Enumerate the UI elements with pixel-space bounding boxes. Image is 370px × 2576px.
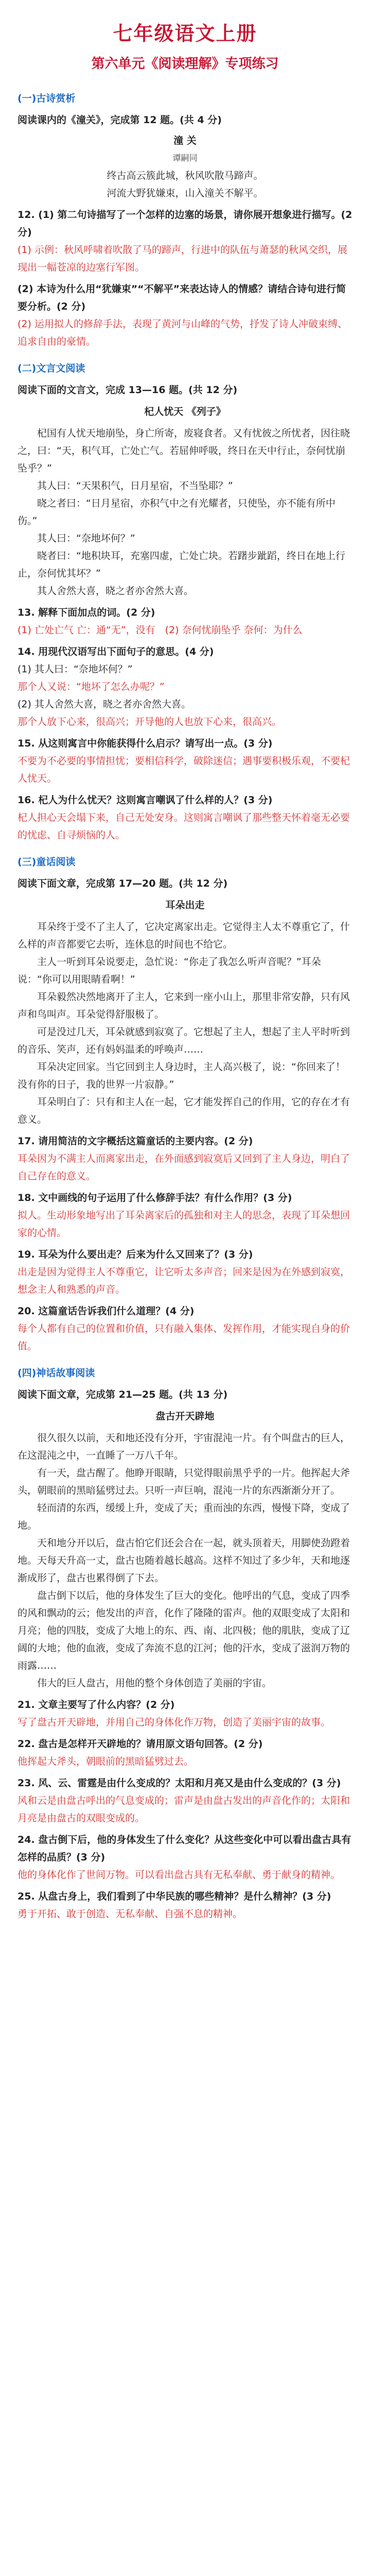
section-heading: (四)神话故事阅读: [17, 1367, 95, 1379]
question-text: 13. 解释下面加点的词。(2 分): [17, 607, 155, 618]
answer-text: 那个人放下心来，很高兴；开导他的人也放下心来，很高兴。: [17, 716, 282, 727]
question-text: 25. 从盘古身上，我们看到了中华民族的哪些精神？是什么精神？(3 分): [17, 1891, 331, 1902]
question-text: 16. 杞人为什么忧天？这则寓言嘲讽了什么样的人？(3 分): [17, 794, 273, 806]
answer-text: 出走是因为觉得主人不尊重它，让它听太多声音；回来是因为在外感到寂寞，想念主人和熟悉的声音。: [17, 1266, 350, 1295]
answer-text: 风和云是由盘古呼出的气息变成的；雷声是由盘古发出的声音化作的；太阳和月亮是由盘古的双眼变成的。: [17, 1795, 350, 1824]
answer-text: 他的身体化作了世间万物。可以看出盘古具有无私奉献、勇于献身的精神。: [17, 1869, 341, 1880]
body-text: 主人一听到耳朵说要走，急忙说：“你走了我怎么听声音呢？”耳朵说：“你可以用眼睛看啊！”: [17, 956, 321, 985]
answer-text: 每个人都有自己的位置和价值，只有融入集体、发挥作用，才能实现自身的价值。: [17, 1323, 350, 1352]
answer-text: 勇于开拓、敢于创造、无私奉献、自强不息的精神。: [17, 1908, 243, 1920]
page-subtitle: 第六单元《阅读理解》专项练习: [91, 56, 279, 72]
body-text: 河流大野犹嫌束，山入潼关不解平。: [107, 188, 263, 199]
body-text: 耳朵毅然决然地离开了主人，它来到一座小山上，那里非常安静，只有风声和鸟叫声。耳朵觉得舒服极了。: [17, 991, 350, 1020]
answer-text: 写了盘古开天辟地，并用自己的身体化作万物，创造了美丽宇宙的故事。: [17, 1717, 331, 1728]
body-text: 晓之者曰：“日月星宿，亦积气中之有光耀者，只使坠，亦不能有所中伤。”: [17, 498, 336, 527]
question-text: 阅读下面文章，完成第 17—20 题。(共 12 分): [17, 878, 228, 889]
body-text: 盘古倒下以后，他的身体发生了巨大的变化。他呼出的气息，变成了四季的风和飘动的云；他发出的声音，化作了隆隆的雷声。他的双眼变成了太阳和月亮；他的四肢，变成了大地上的东、西、南、北四极；他的肌肤，变成了辽阔的大地；他的血液，变成了奔流不息的江河；他的汗水，变成了滋润万物的雨露……: [17, 1590, 350, 1671]
question-text: 阅读课内的《潼关》，完成第 12 题。(共 4 分): [17, 114, 222, 126]
question-text: 阅读下面的文言文，完成 13—16 题。(共 12 分): [17, 384, 238, 396]
answer-text: 不要为不必要的事情担忧；要相信科学，破除迷信；遇事要积极乐观，不要杞人忧天。: [17, 755, 350, 784]
question-text: 20. 这篇童话告诉我们什么道理？(4 分): [17, 1306, 195, 1317]
body-text: 杞人忧天 《列子》: [144, 406, 226, 417]
body-text: 谭嗣同: [172, 153, 198, 163]
question-text: 21. 文章主要写了什么内容？(2 分): [17, 1699, 175, 1710]
question-text: 17. 请用简洁的文字概括这篇童话的主要内容。(2 分): [17, 1136, 253, 1147]
question-text: 阅读下面文章，完成第 21—25 题。(共 13 分): [17, 1389, 228, 1400]
worksheet-content: [17, 90, 353, 1923]
body-text: 终古高云簇此城，秋风吹散马蹄声。: [107, 170, 263, 181]
section-heading: (一)古诗赏析: [17, 93, 76, 104]
answer-text: 他挥起大斧头，朝眼前的黑暗猛劈过去。: [17, 1756, 194, 1767]
section-heading: (二)文言文阅读: [17, 363, 85, 374]
question-text: 15. 从这则寓言中你能获得什么启示？请写出一点。(3 分): [17, 738, 273, 749]
title-block: [17, 18, 353, 72]
answer-text: 杞人担心天会塌下来，自己无处安身。这则寓言嘲讽了那些整天怀着毫无必要的忧虑、自寻烦恼的人。: [17, 812, 350, 841]
body-text: 其人舍然大喜，晓之者亦舍然大喜。: [37, 585, 194, 597]
section-heading: (三)童话阅读: [17, 856, 76, 868]
body-text: 潼 关: [173, 135, 197, 146]
body-text: 耳朵明白了：只有和主人在一起，它才能发挥自己的作用，它的存在才有意义。: [17, 1096, 350, 1125]
body-text: 有一天，盘古醒了。他睁开眼睛，只觉得眼前黑乎乎的一片。他挥起大斧头，朝眼前的黑暗猛劈过去。只听一声巨响，混沌一片的东西渐渐分开了。: [17, 1467, 350, 1496]
body-text: 轻而清的东西，缓缓上升，变成了天；重而浊的东西，慢慢下降，变成了地。: [17, 1502, 350, 1531]
body-text: 其人曰：“天果积气，日月星宿，不当坠耶？”: [37, 480, 233, 492]
question-text: 22. 盘古是怎样开天辟地的？请用原文语句回答。(2 分): [17, 1738, 263, 1750]
question-text: 23. 风、云、雷霆是由什么变成的？太阳和月亮又是由什么变成的？(3 分): [17, 1777, 341, 1789]
body-text: 盘古开天辟地: [155, 1411, 215, 1422]
page-title: 七年级语文上册: [113, 22, 257, 45]
question-text: 18. 文中画线的句子运用了什么修辞手法？有什么作用？(3 分): [17, 1192, 292, 1204]
answer-text: 耳朵因为不满主人而离家出走，在外面感到寂寞后又回到了主人身边，明白了自己存在的意义。: [17, 1153, 350, 1182]
body-text: 天和地分开以后，盘古怕它们还会合在一起，就头顶着天，用脚使劲蹬着地。天每天升高一丈，盘古也随着越长越高。这样不知过了多少年，天和地逐渐成形了，盘古也累得倒了下去。: [17, 1537, 350, 1584]
body-text: 其人曰：“奈地坏何？”: [37, 533, 135, 544]
answer-text: (1) 亡处亡气 亡：通“无”，没有 (2) 奈何忧崩坠乎 奈何：为什么: [17, 624, 303, 636]
body-text: 晓者曰：“地积块耳，充塞四虚，亡处亡块。若躇步跐蹈，终日在地上行止，奈何忧其坏？”: [17, 550, 345, 579]
body-text: (1) 其人曰：“奈地坏何？”: [17, 664, 133, 675]
body-text: 很久很久以前，天和地还没有分开，宇宙混沌一片。有个叫盘古的巨人，在这混沌之中，一直睡了一万八千年。: [17, 1432, 350, 1461]
body-text: 耳朵终于受不了主人了，它决定离家出走。它觉得主人太不尊重它了，什么样的声音都要它去听，连休息的时间也不给它。: [17, 921, 350, 950]
question-text: 19. 耳朵为什么要出走？后来为什么又回来了？(3 分): [17, 1249, 253, 1260]
answer-text: 拟人。生动形象地写出了耳朵离家后的孤独和对主人的思念，表现了耳朵想回家的心情。: [17, 1210, 350, 1239]
question-text: 24. 盘古倒下后，他的身体发生了什么变化？从这些变化中可以看出盘古具有怎样的品质？(3 分): [17, 1834, 351, 1863]
question-text: 14. 用现代汉语写出下面句子的意思。(4 分): [17, 646, 214, 657]
answer-text: (1) 示例：秋风呼啸着吹散了马的蹄声，行进中的队伍与萧瑟的秋风交织，展现出一幅苍凉的边塞行军图。: [17, 244, 347, 273]
body-text: 杞国有人忧天地崩坠，身亡所寄，废寝食者。又有忧彼之所忧者，因往晓之，曰：“天，积气耳，亡处亡气。若屈伸呼吸，终日在天中行止，奈何忧崩坠乎？”: [17, 428, 350, 474]
body-text: (2) 其人舍然大喜，晓之者亦舍然大喜。: [17, 699, 191, 710]
answer-text: 那个人又说：“地坏了怎么办呢？”: [17, 681, 165, 692]
body-text: 伟大的巨人盘古，用他的整个身体创造了美丽的宇宙。: [37, 1677, 272, 1689]
answer-text: (2) 运用拟人的修辞手法，表现了黄河与山峰的气势，抒发了诗人冲破束缚、追求自由的豪情。: [17, 318, 347, 347]
body-text: 可是没过几天，耳朵就感到寂寞了。它想起了主人，想起了主人平时听到的音乐、笑声，还有妈妈温柔的呼唤声……: [17, 1026, 350, 1055]
body-text: 耳朵决定回家。当它回到主人身边时，主人高兴极了，说：“你回来了！没有你的日子，我的世界一片寂静。”: [17, 1061, 345, 1090]
body-text: 耳朵出走: [165, 900, 205, 911]
question-text: (2) 本诗为什么用“犹嫌束”“不解平”来表达诗人的情感？请结合诗句进行简要分析。(2 分): [17, 283, 346, 312]
question-text: 12. (1) 第二句诗描写了一个怎样的边塞的场景，请你展开想象进行描写。(2 分): [17, 209, 353, 238]
